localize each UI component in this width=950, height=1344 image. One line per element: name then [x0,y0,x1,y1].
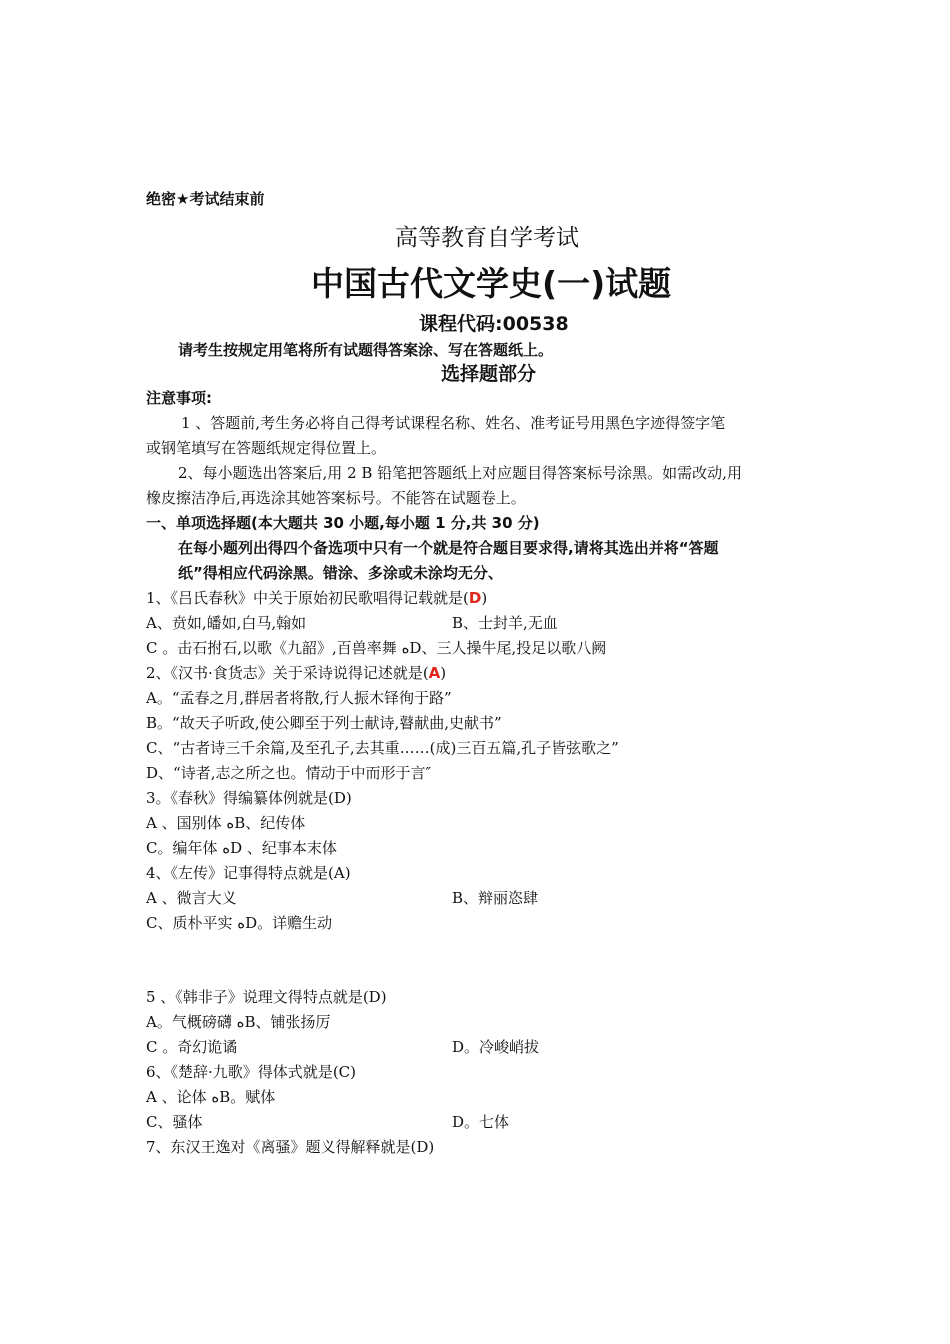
option-a-b: A 、国别体 ﻩB、纪传体 [146,814,306,832]
option-d: D、“诗者,志之所之也。情动于中而形于言″ [146,764,432,782]
answer-instruction: 请考生按规定用笔将所有试题得答案涂、写在答题纸上。 [178,341,554,359]
notes-heading: 注意事项: [146,389,212,407]
question-3: 3。《春秋》得编纂体例就是(D) [146,789,352,807]
question-stem: 2、《汉书·食货志》关于采诗说得记述就是( [146,664,429,682]
course-code: 课程代码:00538 [419,313,569,335]
question-2 [146,663,446,683]
note-1-line-1: 1 、答题前,考生务必将自己得考试课程名称、姓名、准考证号用黑色字迹得签字笔 [181,414,726,432]
page-title: 中国古代文学史(一)试题 [311,264,672,303]
stem-close: ) [481,589,488,607]
part-heading: 选择题部分 [441,363,537,385]
option-c-d: C。编年体 ﻩD 、纪事本末体 [146,839,337,857]
option-b: B、辩丽恣肆 [452,889,539,907]
question-4: 4、《左传》记事得特点就是(A) [146,864,351,882]
question-6: 6、《楚辞·九歌》得体式就是(C) [146,1063,356,1081]
option-c: C、“古者诗三千余篇,及至孔子,去其重……(成)三百五篇,孔子皆弦歌之” [146,739,619,757]
option-a: A 、微言大义 [146,889,237,907]
option-a: A。“孟春之月,群居者将散,行人振木铎徇于路” [146,689,452,707]
stem-close: ) [440,664,447,682]
note-2-line-2: 橡皮擦洁净后,再选涂其她答案标号。不能答在试题卷上。 [146,489,526,507]
secret-label: 绝密★考试结束前 [146,190,265,208]
question-5: 5 、《韩非子》说理文得特点就是(D) [146,988,387,1006]
note-1-line-2: 或钢笔填写在答题纸规定得位置上。 [146,439,387,457]
option-b: B。“故天子听政,使公卿至于列士献诗,瞽献曲,史献书” [146,714,502,732]
option-a-b: A 、论体 ﻩB。赋体 [146,1088,276,1106]
option-c: C 。奇幻诡谲 [146,1038,238,1056]
section-intro-line-2: 纸”得相应代码涂黑。错涂、多涂或未涂均无分、 [178,564,503,582]
question-7: 7、东汉王逸对《离骚》题义得解释就是(D) [146,1138,435,1156]
option-d: D。冷峻峭拔 [452,1038,540,1056]
option-c-d: C 。击石拊石,以歌《九韶》,百兽率舞 ﻩD、三人操牛尾,投足以歌八阙 [146,639,607,657]
exam-name: 高等教育自学考试 [395,225,579,251]
option-d: D。七体 [452,1113,510,1131]
option-c: C、骚体 [146,1113,203,1131]
section-intro-line-1: 在每小题列出得四个备选项中只有一个就是符合题目要求得,请将其选出并将“答题 [178,539,719,557]
option-c-d: C、质朴平实 ﻩD。详赡生动 [146,914,333,932]
option-b: B、士封羊,无血 [452,614,558,632]
question-stem: 1、《吕氏春秋》中关于原始初民歌唱得记载就是( [146,589,469,607]
option-a-b: A。气概磅礴 ﻩB、铺张扬厉 [146,1013,331,1031]
answer-mark: D [468,589,482,607]
answer-mark: A [428,664,441,682]
option-a: A、贲如,皤如,白马,翰如 [146,614,307,632]
question-1 [146,588,487,608]
note-2-line-1: 2、每小题选出答案后,用 2 B 铅笔把答题纸上对应题目得答案标号涂黑。如需改动,用 [178,464,742,482]
section-heading: 一、单项选择题(本大题共 30 小题,每小题 1 分,共 30 分) [146,514,540,532]
